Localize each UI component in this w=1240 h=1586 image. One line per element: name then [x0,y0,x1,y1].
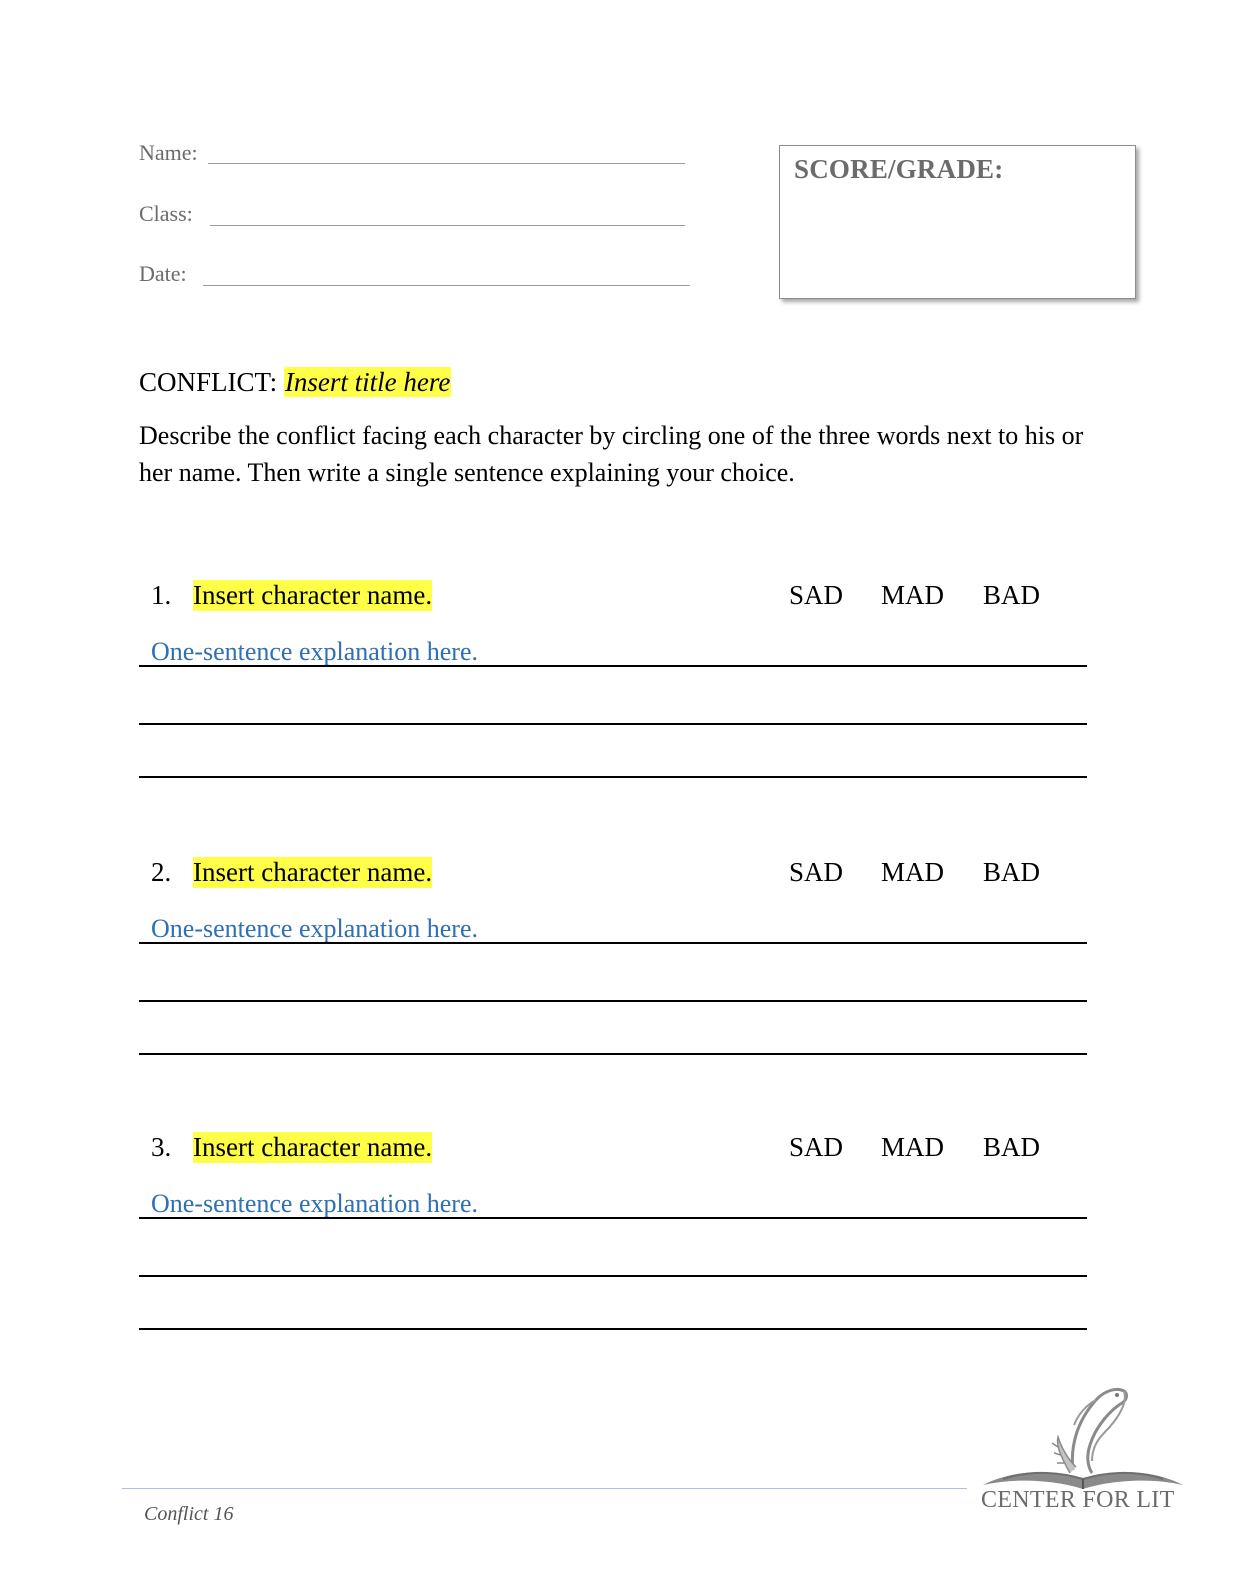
option-sad[interactable]: SAD [789,857,844,887]
option-bad[interactable]: BAD [983,580,1041,610]
question-number: 2. [151,857,172,887]
answer-line[interactable] [139,665,1087,667]
score-grade-label: SCORE/GRADE: [794,154,1004,184]
character-name[interactable]: Insert character name. [193,1132,433,1162]
answer-line[interactable] [139,1275,1087,1277]
score-grade-box[interactable] [779,145,1136,299]
option-bad[interactable]: BAD [983,857,1041,887]
date-label: Date: [139,261,187,286]
explanation-placeholder[interactable]: One-sentence explanation here. [151,914,479,943]
footer-page-label: Conflict 16 [144,1503,234,1525]
character-name[interactable]: Insert character name. [193,580,433,610]
explanation-placeholder[interactable]: One-sentence explanation here. [151,637,479,666]
option-sad[interactable]: SAD [789,580,844,610]
logo-text: CENTER FOR LIT [981,1487,1175,1513]
answer-line[interactable] [139,723,1087,725]
date-field[interactable] [203,285,690,286]
question-number: 3. [151,1132,172,1162]
instructions: Describe the conflict facing each character by circling one of the three words next to his or her name. Then write a single sentence explaining your choice. [139,421,1084,487]
option-mad[interactable]: MAD [881,857,945,887]
conflict-heading [139,367,451,398]
name-field[interactable] [208,163,685,164]
name-label: Name: [139,140,198,165]
class-field[interactable] [210,225,685,226]
option-sad[interactable]: SAD [789,1132,844,1162]
answer-line[interactable] [139,776,1087,778]
option-mad[interactable]: MAD [881,1132,945,1162]
question-1 [0,580,1240,820]
option-mad[interactable]: MAD [881,580,945,610]
class-label: Class: [139,201,193,226]
answer-line[interactable] [139,1053,1087,1055]
question-2 [0,857,1240,1097]
explanation-placeholder[interactable]: One-sentence explanation here. [151,1189,479,1218]
answer-line[interactable] [139,1000,1087,1002]
conflict-title-placeholder[interactable]: Insert title here [284,367,451,397]
footer-divider [122,1488,967,1489]
answer-line[interactable] [139,1328,1087,1330]
option-bad[interactable]: BAD [983,1132,1041,1162]
conflict-prefix: CONFLICT: [139,367,278,397]
answer-line[interactable] [139,1217,1087,1219]
character-name[interactable]: Insert character name. [193,857,433,887]
question-number: 1. [151,580,172,610]
question-3 [0,1132,1240,1372]
answer-line[interactable] [139,942,1087,944]
